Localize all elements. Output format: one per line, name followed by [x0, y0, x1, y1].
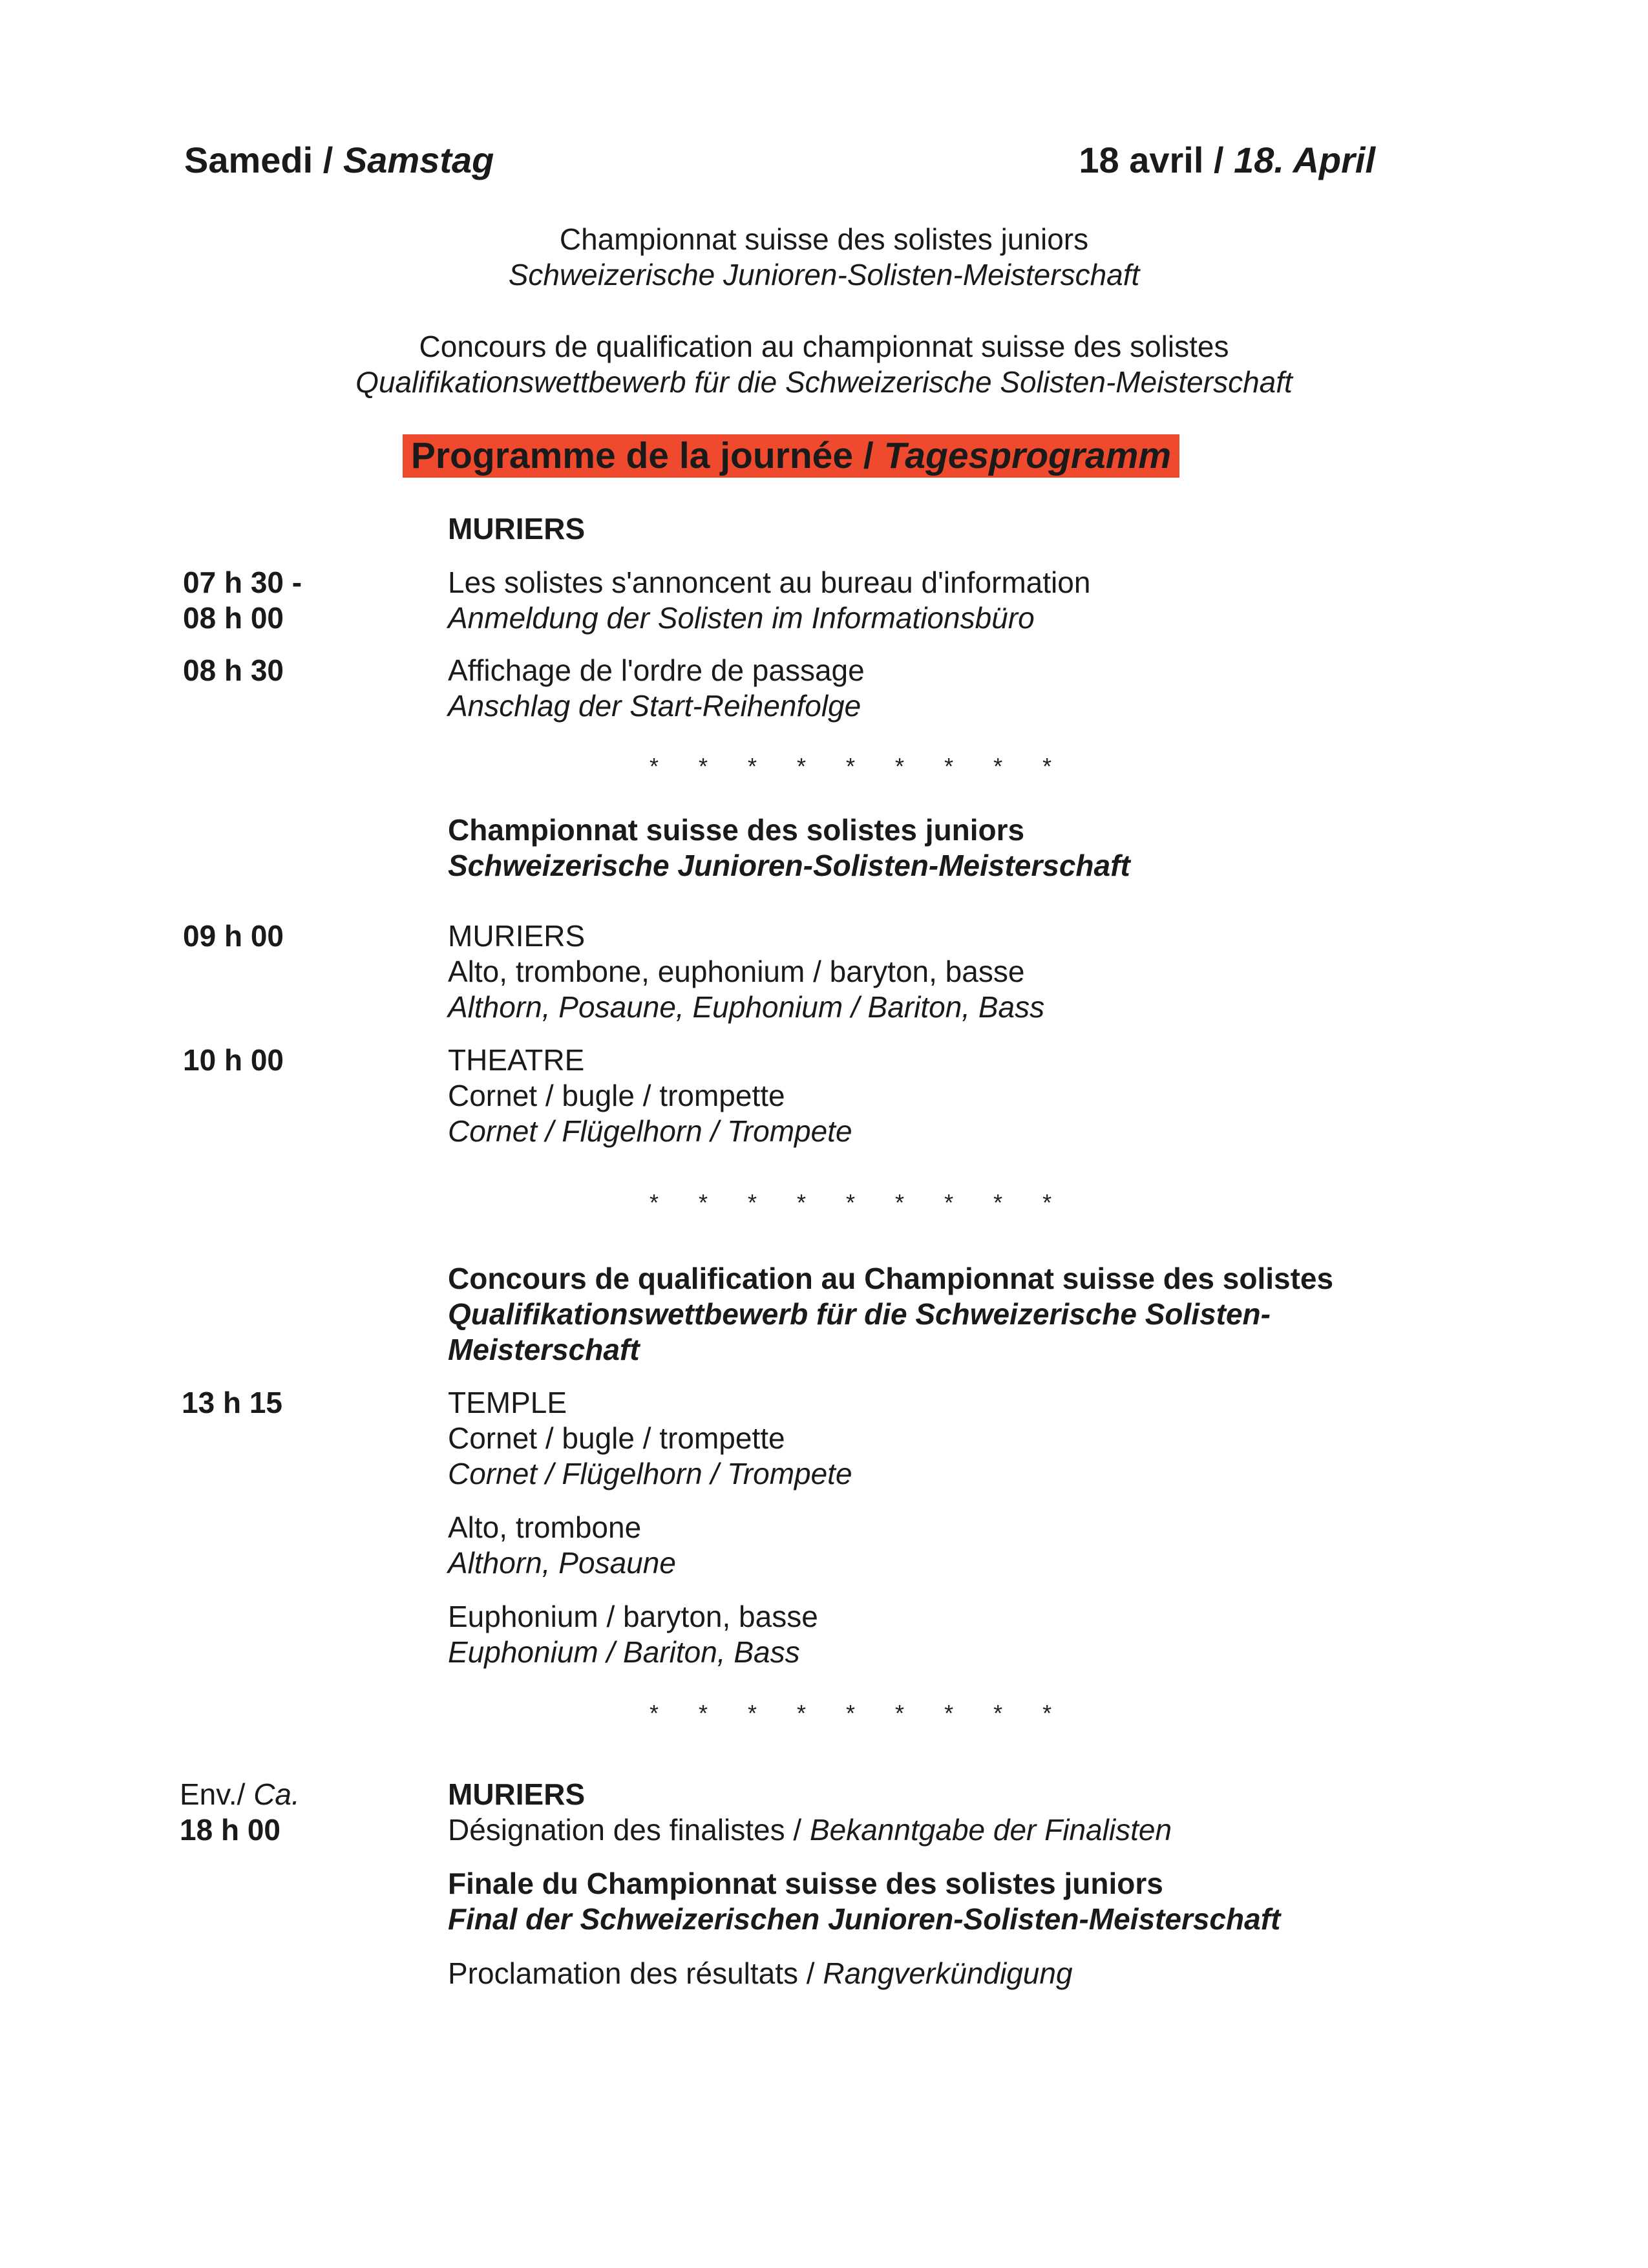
sec4-venue: MURIERS [448, 1777, 586, 1811]
sec4-proc [448, 1955, 1073, 1991]
banner-sep: / [853, 435, 884, 476]
program-banner [403, 434, 1179, 478]
sec1-item2-fr: Affichage de l'ordre de passage [448, 653, 865, 687]
intro-line1-fr: Championnat suisse des solistes juniors [559, 222, 1089, 256]
date-fr: 18 avril [1079, 140, 1204, 180]
sec2-time1: 09 h 00 [183, 919, 284, 953]
sec2-inst2-fr: Cornet / bugle / trompette [448, 1079, 785, 1112]
sec1-time1a: 07 h 30 - [183, 566, 302, 599]
sec1-time2: 08 h 30 [183, 653, 284, 687]
intro-line2-de: Qualifikationswettbewerb für die Schweizerische Solisten-Meisterschaft [355, 365, 1293, 399]
sec4-env-de: Ca. [253, 1777, 300, 1811]
intro-line1-de: Schweizerische Junioren-Solisten-Meisterschaft [508, 258, 1140, 291]
sec4-desig-fr: Désignation des finalistes [448, 1813, 785, 1847]
sec4-final-de: Final der Schweizerischen Junioren-Solisten-Meisterschaft [448, 1902, 1281, 1936]
sec4-proc-sep: / [798, 1956, 823, 1990]
day-de: Samstag [343, 140, 494, 180]
sec3-g1-de: Cornet / Flügelhorn / Trompete [448, 1457, 852, 1490]
sec4-final-fr: Finale du Championnat suisse des solistes juniors [448, 1867, 1163, 1900]
sec2-title-de: Schweizerische Junioren-Solisten-Meisterschaft [448, 849, 1130, 882]
stars-divider-3: * * * * * * * * * [650, 1700, 1069, 1726]
sec3-g3-fr: Euphonium / baryton, basse [448, 1600, 818, 1633]
day-fr: Samedi [184, 140, 313, 180]
sec4-desig [448, 1812, 1172, 1848]
sec4-env [180, 1776, 300, 1812]
sec3-title-de1: Qualifikationswettbewerb für die Schweizerische Solisten- [448, 1297, 1271, 1331]
header-date [1079, 139, 1375, 181]
sec1-item1-fr: Les solistes s'annoncent au bureau d'information [448, 566, 1091, 599]
stars-divider-1: * * * * * * * * * [650, 753, 1069, 779]
header-date-sep: / [1203, 140, 1234, 180]
sec3-venue: TEMPLE [448, 1386, 567, 1419]
sec3-time: 13 h 15 [182, 1386, 282, 1419]
sec4-time: 18 h 00 [180, 1813, 280, 1847]
sec4-proc-fr: Proclamation des résultats [448, 1956, 799, 1990]
sec3-title-de2: Meisterschaft [448, 1333, 640, 1366]
sec4-env-fr: Env./ [180, 1777, 246, 1811]
sec3-g2-de: Althorn, Posaune [448, 1546, 676, 1580]
sec2-inst1-de: Althorn, Posaune, Euphonium / Bariton, Bass [448, 990, 1045, 1024]
sec2-inst2-de: Cornet / Flügelhorn / Trompete [448, 1114, 852, 1148]
stars-divider-2: * * * * * * * * * [650, 1189, 1069, 1216]
sec2-title-fr: Championnat suisse des solistes juniors [448, 813, 1025, 847]
sec2-venue1: MURIERS [448, 919, 586, 953]
date-de: 18. April [1234, 140, 1375, 180]
sec3-g1-fr: Cornet / bugle / trompette [448, 1421, 785, 1455]
sec1-venue: MURIERS [448, 512, 586, 546]
sec1-item1-de: Anmeldung der Solisten im Informationsbüro [448, 601, 1035, 635]
banner-de: Tagesprogramm [883, 435, 1172, 476]
sec2-time2: 10 h 00 [183, 1043, 284, 1077]
sec3-g3-de: Euphonium / Bariton, Bass [448, 1635, 800, 1669]
header-day [184, 139, 494, 181]
sec4-desig-de: Bekanntgabe der Finalisten [809, 1813, 1172, 1847]
intro-line2-fr: Concours de qualification au championnat suisse des solistes [419, 330, 1229, 363]
sec3-g2-fr: Alto, trombone [448, 1510, 642, 1544]
sec2-inst1-fr: Alto, trombone, euphonium / baryton, basse [448, 955, 1025, 988]
sec2-venue2: THEATRE [448, 1043, 585, 1077]
sec1-time1b: 08 h 00 [183, 601, 284, 635]
banner-fr: Programme de la journée [410, 435, 854, 476]
sec4-proc-de: Rangverkündigung [823, 1956, 1073, 1990]
sec4-desig-sep: / [785, 1813, 810, 1847]
sec1-item2-de: Anschlag der Start-Reihenfolge [448, 689, 861, 723]
sec3-title-fr: Concours de qualification au Championnat suisse des solistes [448, 1262, 1334, 1295]
header-sep: / [313, 140, 343, 180]
